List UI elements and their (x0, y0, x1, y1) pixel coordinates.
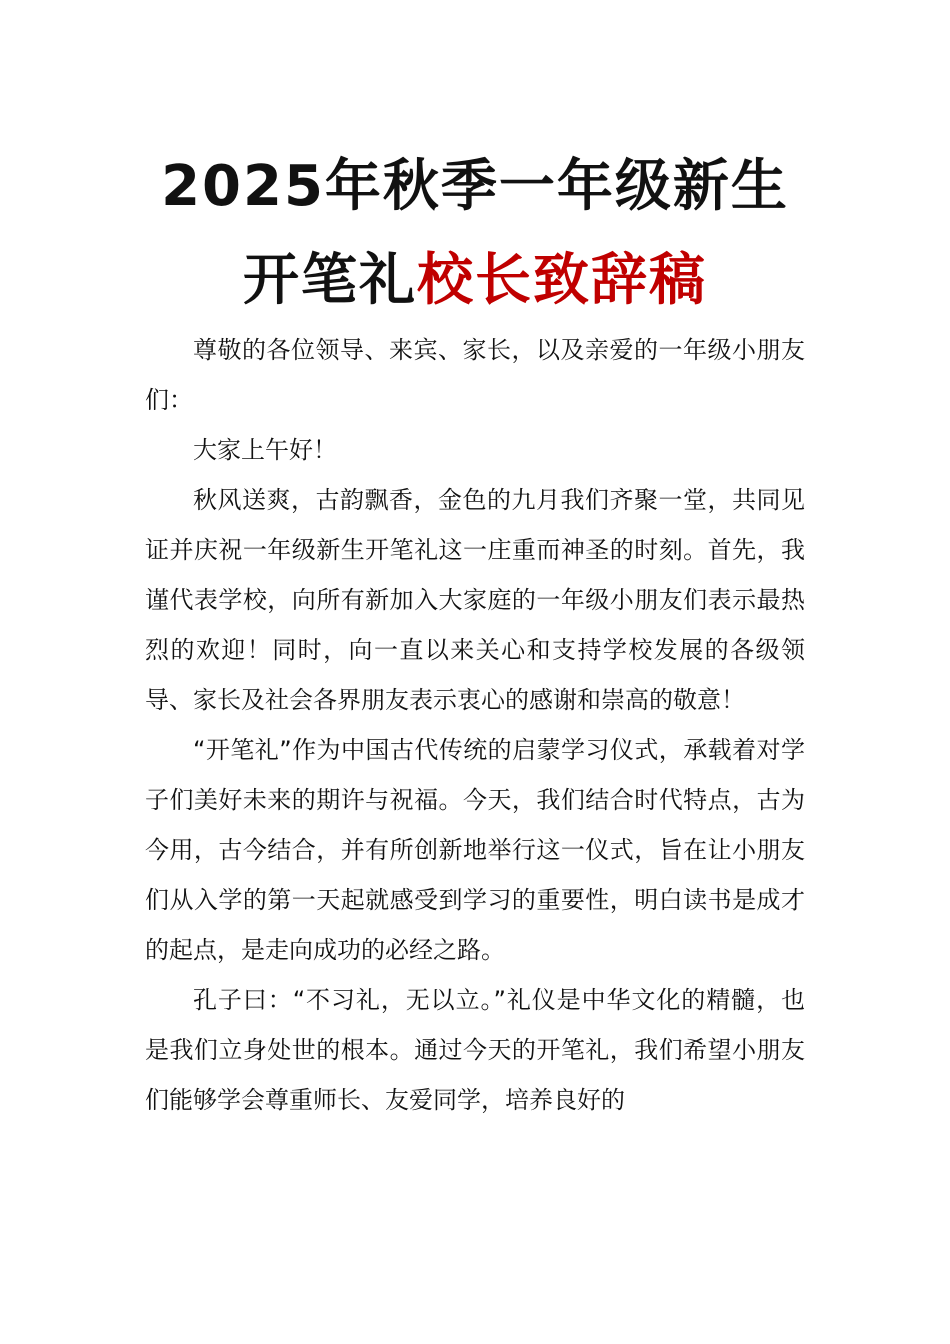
body-paragraph: 秋风送爽，古韵飘香，金色的九月我们齐聚一堂，共同见证并庆祝一年级新生开笔礼这一庄重而神圣的时刻。首先，我谨代表学校，向所有新加入大家庭的一年级小朋友们表示最热烈的欢迎！同时，向一直以来关心和支持学校发展的各级领导、家长及社会各界朋友表示衷心的感谢和崇高的敬意！ (145, 486, 805, 714)
document-title (120, 140, 830, 328)
body-paragraph: “开笔礼”作为中国古代传统的启蒙学习仪式，承载着对学子们美好未来的期许与祝福。今天，我们结合时代特点，古为今用，古今结合，并有所创新地举行这一仪式，旨在让小朋友们从入学的第一天起就感受到学习的重要性，明白读书是成才的起点，是走向成功的必经之路。 (145, 736, 805, 964)
body-paragraph: 孔子曰：“不习礼，无以立。”礼仪是中华文化的精髓，也是我们立身处世的根本。通过今天的开笔礼，我们希望小朋友们能够学会尊重师长、友爱同学，培养良好的 (145, 986, 805, 1114)
title-line-2-black: 开笔礼 (243, 248, 417, 313)
title-line-2-red: 校长致辞稿 (417, 248, 707, 313)
title-line-2 (120, 234, 830, 328)
salutation-paragraph: 尊敬的各位领导、来宾、家长，以及亲爱的一年级小朋友们： (145, 336, 805, 414)
document-body (145, 325, 805, 1125)
title-line-1: 2025年秋季一年级新生 (161, 154, 789, 219)
greeting-paragraph: 大家上午好！ (193, 436, 337, 464)
